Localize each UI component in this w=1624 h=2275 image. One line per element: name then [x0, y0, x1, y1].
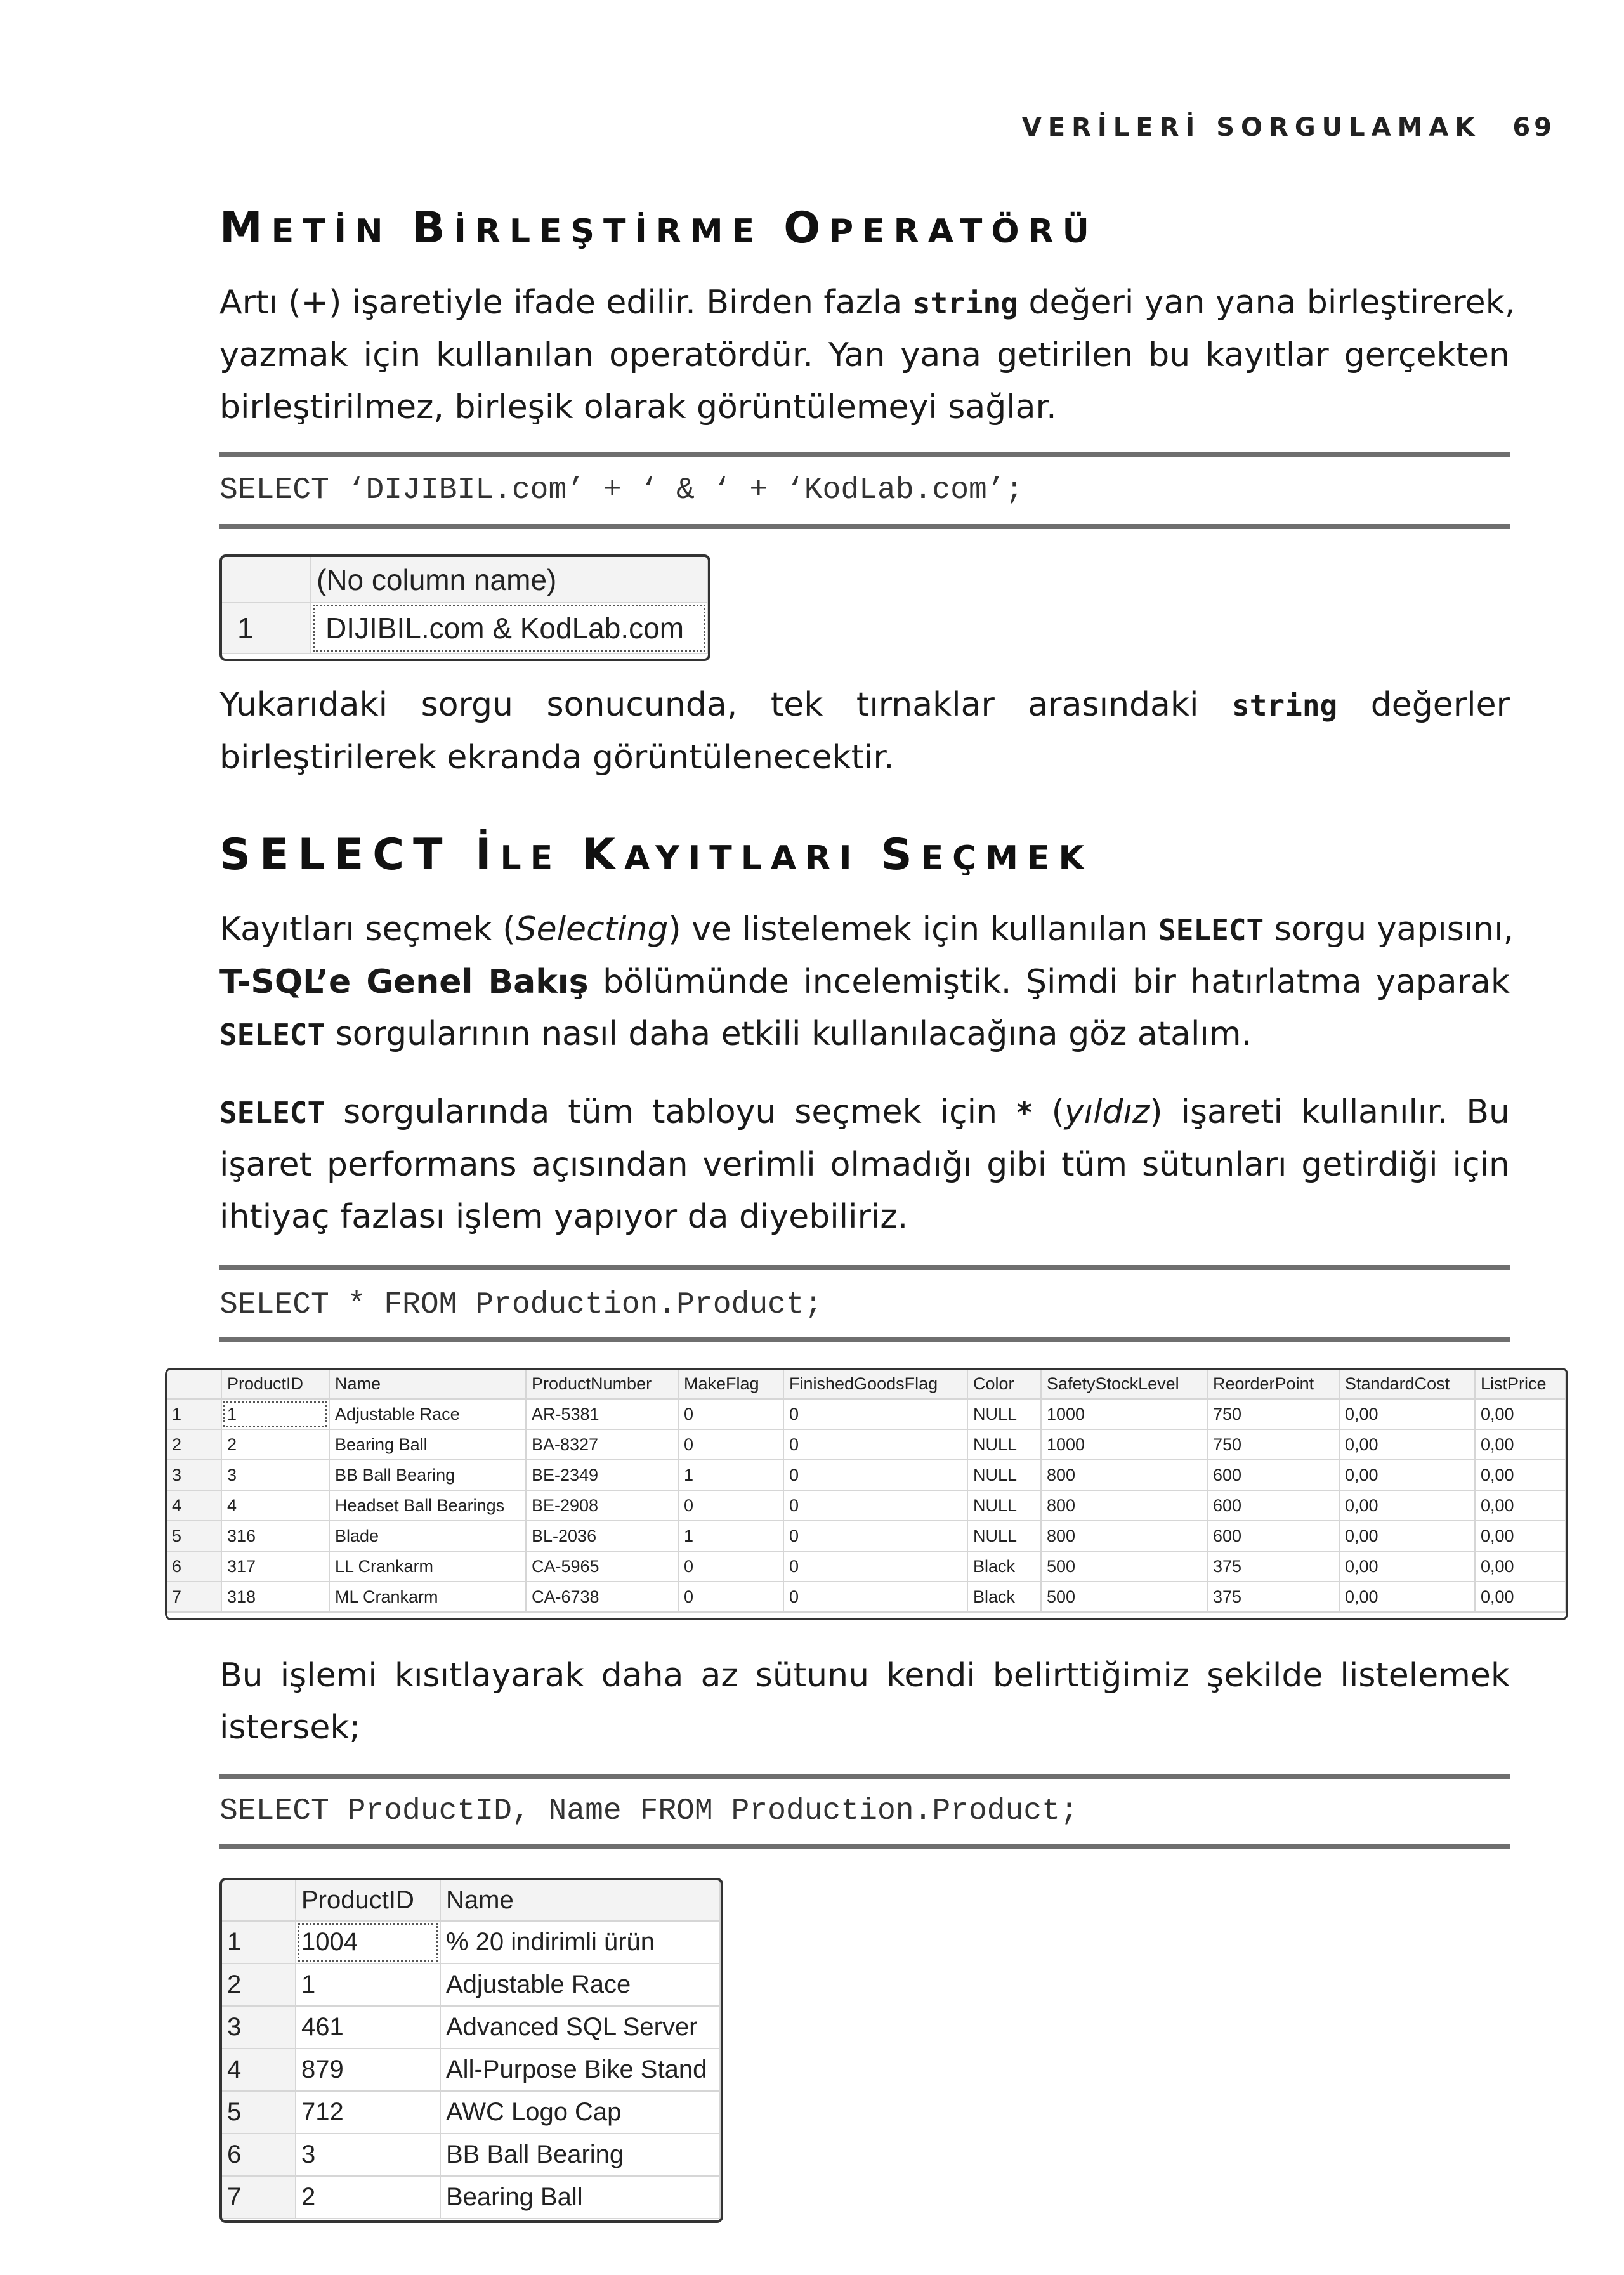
- cell: 0,00: [1475, 1551, 1566, 1582]
- text-line: Bu işlemi kısıtlayarak daha az sütunu kendi belirttiğimiz şekilde listelemek: [219, 1656, 1510, 1695]
- cell: 3: [221, 1460, 329, 1490]
- cell: 3: [296, 2134, 440, 2176]
- heading-part: B: [412, 203, 454, 253]
- cell: LL Crankarm: [329, 1551, 526, 1582]
- cell: 0,00: [1339, 1490, 1475, 1521]
- cell: 1: [221, 1399, 329, 1429]
- cell: 0: [678, 1582, 783, 1612]
- table-row: [167, 1429, 1566, 1460]
- cell: 500: [1041, 1551, 1207, 1582]
- cell: 0: [783, 1399, 967, 1429]
- cell: 0,00: [1475, 1429, 1566, 1460]
- cell: 600: [1207, 1460, 1339, 1490]
- cell: 1000: [1041, 1429, 1207, 1460]
- table-row: [222, 2049, 720, 2091]
- row-number: 3: [167, 1460, 221, 1490]
- cell: 317: [221, 1551, 329, 1582]
- cell: Adjustable Race: [440, 1964, 720, 2006]
- heading-part: O: [783, 203, 830, 253]
- heading-part: S: [881, 830, 921, 880]
- cell: 0,00: [1339, 1551, 1475, 1582]
- paragraph: [219, 679, 1510, 783]
- row-number: 4: [167, 1490, 221, 1521]
- table-row: [222, 2134, 720, 2176]
- column-header: (No column name): [311, 557, 707, 603]
- cell: CA-5965: [526, 1551, 678, 1582]
- cell: 0,00: [1339, 1429, 1475, 1460]
- text-line: [219, 277, 1516, 329]
- cell: 800: [1041, 1460, 1207, 1490]
- cell: 800: [1041, 1521, 1207, 1551]
- inline-code: SELECT: [219, 1018, 325, 1052]
- paragraph: [219, 1649, 1510, 1754]
- text-line: ihtiyaç fazlası işlem yapıyor da diyebiliriz.: [219, 1198, 908, 1236]
- cell: 316: [221, 1521, 329, 1551]
- cell: AWC Logo Cap: [440, 2091, 720, 2134]
- text: Artı (+) işaretiyle ifade edilir. Birden fazla: [219, 284, 913, 322]
- cell: ML Crankarm: [329, 1582, 526, 1612]
- cell: BB Ball Bearing: [329, 1460, 526, 1490]
- cell: 0: [678, 1490, 783, 1521]
- text-line: istersek;: [219, 1708, 361, 1747]
- text-line: birleştirilerek ekranda görüntülenecektir.: [219, 738, 894, 777]
- cell: BA-8327: [526, 1429, 678, 1460]
- cell: 0,00: [1475, 1582, 1566, 1612]
- cell: 0: [783, 1460, 967, 1490]
- cell: DIJIBIL.com & KodLab.com: [311, 603, 707, 653]
- cell: NULL: [967, 1429, 1041, 1460]
- cell: 0: [783, 1551, 967, 1582]
- row-number: 2: [222, 1964, 296, 2006]
- row-number: 7: [222, 2176, 296, 2219]
- cell: 375: [1207, 1551, 1339, 1582]
- cell: % 20 indirimli ürün: [440, 1921, 720, 1964]
- text: bölümünde incelemiştik. Şimdi bir hatırlatma yaparak: [588, 963, 1510, 1001]
- inline-code: *: [1015, 1096, 1033, 1130]
- chapter-title: VERİLERİ SORGULAMAK: [1021, 113, 1481, 142]
- table-row: [167, 1521, 1566, 1551]
- column-header: ProductID: [221, 1370, 329, 1399]
- text-line: [219, 679, 1510, 731]
- cell: 1000: [1041, 1399, 1207, 1429]
- heading-part: EÇMEK: [920, 839, 1093, 877]
- table-row: [222, 2176, 720, 2219]
- cell: BB Ball Bearing: [440, 2134, 720, 2176]
- cell: Black: [967, 1551, 1041, 1582]
- column-header: Name: [440, 1880, 720, 1921]
- code-sample-concat: SELECT ‘DIJIBIL.com’ + ‘ & ‘ + ‘KodLab.com’;: [219, 473, 1024, 508]
- heading-part: LE: [500, 839, 582, 877]
- paragraph: [219, 903, 1514, 1061]
- cell: Black: [967, 1582, 1041, 1612]
- code-divider: [219, 1774, 1510, 1779]
- heading-part: K: [582, 830, 624, 880]
- cell: Bearing Ball: [440, 2176, 720, 2219]
- code-sample-select-all: SELECT * FROM Production.Product;: [219, 1288, 823, 1322]
- text-line: [219, 956, 1510, 1008]
- table-row: [167, 1582, 1566, 1612]
- cell: BE-2349: [526, 1460, 678, 1490]
- cell: All-Purpose Bike Stand: [440, 2049, 720, 2091]
- cell: Advanced SQL Server: [440, 2006, 720, 2049]
- heading-part: İRLEŞTİRME: [454, 213, 784, 251]
- cell: 0,00: [1339, 1582, 1475, 1612]
- row-number: 2: [167, 1429, 221, 1460]
- cell: 0: [783, 1521, 967, 1551]
- text: sorgularında tüm tabloyu seçmek için: [325, 1093, 1016, 1131]
- inline-code: string: [1232, 688, 1338, 723]
- text-line: işaret performans açısından verimli olmadığı gibi tüm sütunları getirdiği için: [219, 1146, 1510, 1184]
- code-divider: [219, 1265, 1510, 1270]
- paragraph: [219, 277, 1516, 433]
- text: değerler: [1337, 686, 1510, 724]
- column-header: StandardCost: [1339, 1370, 1475, 1399]
- section-heading-concat: [219, 203, 1098, 253]
- cell: 879: [296, 2049, 440, 2091]
- cell: 0,00: [1339, 1399, 1475, 1429]
- grid-corner: [222, 557, 311, 603]
- table-row: [222, 2091, 720, 2134]
- table-row: [167, 1490, 1566, 1521]
- text-line: yazmak için kullanılan operatördür. Yan yana getirilen bu kayıtlar gerçekten: [219, 336, 1510, 374]
- cell: 712: [296, 2091, 440, 2134]
- heading-part: PERATÖRÜ: [829, 213, 1098, 251]
- text-line: [219, 1086, 1510, 1139]
- cell: CA-6738: [526, 1582, 678, 1612]
- cell: NULL: [967, 1521, 1041, 1551]
- result-grid-products: [165, 1368, 1568, 1620]
- running-header: [1022, 113, 1555, 142]
- text: Kayıtları seçmek (: [219, 910, 516, 948]
- column-header: ProductNumber: [526, 1370, 678, 1399]
- cell: 750: [1207, 1429, 1339, 1460]
- cell: BL-2036: [526, 1521, 678, 1551]
- cell: Headset Ball Bearings: [329, 1490, 526, 1521]
- cell: 1: [678, 1521, 783, 1551]
- row-number: 1: [222, 1921, 296, 1964]
- text: ) işareti kullanılır. Bu: [1149, 1093, 1510, 1131]
- column-header: ReorderPoint: [1207, 1370, 1339, 1399]
- heading-part: SELECT: [219, 830, 476, 880]
- cell: 0,00: [1339, 1460, 1475, 1490]
- row-number: 6: [167, 1551, 221, 1582]
- table-row: [167, 1399, 1566, 1429]
- inline-code: SELECT: [219, 1096, 325, 1130]
- code-divider: [219, 1844, 1510, 1849]
- cell: 0: [678, 1429, 783, 1460]
- cell: 0: [783, 1582, 967, 1612]
- cell: 0,00: [1339, 1521, 1475, 1551]
- code-divider: [219, 452, 1510, 457]
- column-header: ProductID: [296, 1880, 440, 1921]
- code-sample-select-columns: SELECT ProductID, Name FROM Production.Product;: [219, 1794, 1078, 1828]
- cell: 4: [221, 1490, 329, 1521]
- column-header: MakeFlag: [678, 1370, 783, 1399]
- code-divider: [219, 1337, 1510, 1342]
- row-number: 5: [222, 2091, 296, 2134]
- cell: 0,00: [1475, 1399, 1566, 1429]
- table-row: [167, 1551, 1566, 1582]
- section-heading-select: [219, 830, 1093, 880]
- heading-part: AYITLARI: [624, 839, 881, 877]
- column-header: FinishedGoodsFlag: [783, 1370, 967, 1399]
- cell: 0: [678, 1551, 783, 1582]
- italic-text: Selecting: [515, 910, 669, 948]
- heading-part: ETİN: [271, 213, 412, 251]
- cell: 500: [1041, 1582, 1207, 1612]
- cell: Adjustable Race: [329, 1399, 526, 1429]
- cell: 375: [1207, 1582, 1339, 1612]
- table-row: [167, 1460, 1566, 1490]
- cell: 800: [1041, 1490, 1207, 1521]
- cell: 461: [296, 2006, 440, 2049]
- text: değeri yan yana birleştirerek,: [1018, 284, 1516, 322]
- cell: 2: [296, 2176, 440, 2219]
- row-number: 1: [167, 1399, 221, 1429]
- row-number: 7: [167, 1582, 221, 1612]
- row-number: 5: [167, 1521, 221, 1551]
- heading-part: M: [219, 203, 272, 253]
- grid-corner: [222, 1880, 296, 1921]
- cell: 0,00: [1475, 1490, 1566, 1521]
- cell: 0,00: [1475, 1460, 1566, 1490]
- text-line: birleştirilmez, birleşik olarak görüntülemeyi sağlar.: [219, 388, 1057, 426]
- cell: 1: [678, 1460, 783, 1490]
- result-grid-concat: [219, 554, 710, 661]
- italic-text: yıldız: [1064, 1093, 1150, 1131]
- text: Yukarıdaki sorgu sonucunda, tek tırnaklar arasındaki: [219, 686, 1233, 724]
- cell: NULL: [967, 1460, 1041, 1490]
- paragraph: [219, 1086, 1510, 1243]
- row-number: 6: [222, 2134, 296, 2176]
- table-row: [222, 1921, 720, 1964]
- cell: NULL: [967, 1399, 1041, 1429]
- heading-part: İ: [475, 830, 501, 880]
- row-number: 4: [222, 2049, 296, 2091]
- cell: 1004: [296, 1921, 440, 1964]
- cell: 600: [1207, 1490, 1339, 1521]
- row-number: 1: [222, 603, 311, 653]
- cell: BE-2908: [526, 1490, 678, 1521]
- column-header: Color: [967, 1370, 1041, 1399]
- result-grid-id-name: [219, 1878, 723, 2223]
- table-row: [222, 1964, 720, 2006]
- bold-text: T-SQL’e Genel Bakış: [219, 963, 589, 1001]
- text-line: [219, 903, 1514, 956]
- cell: 0: [678, 1399, 783, 1429]
- inline-code: string: [912, 286, 1018, 320]
- cell: 1: [296, 1964, 440, 2006]
- cell: Bearing Ball: [329, 1429, 526, 1460]
- text: sorgu yapısını,: [1264, 910, 1514, 948]
- cell: 750: [1207, 1399, 1339, 1429]
- cell: 600: [1207, 1521, 1339, 1551]
- cell: 0,00: [1475, 1521, 1566, 1551]
- text-line: [219, 1008, 1510, 1061]
- text: ) ve listelemek için kullanılan: [668, 910, 1159, 948]
- code-divider: [219, 524, 1510, 529]
- row-number: 3: [222, 2006, 296, 2049]
- cell: NULL: [967, 1490, 1041, 1521]
- cell: 2: [221, 1429, 329, 1460]
- inline-code: SELECT: [1158, 913, 1264, 947]
- column-header: Name: [329, 1370, 526, 1399]
- text: (: [1033, 1093, 1064, 1131]
- cell: 0: [783, 1490, 967, 1521]
- cell: Blade: [329, 1521, 526, 1551]
- text: sorgularının nasıl daha etkili kullanılacağına göz atalım.: [325, 1015, 1252, 1053]
- table-row: [222, 2006, 720, 2049]
- cell: AR-5381: [526, 1399, 678, 1429]
- column-header: ListPrice: [1475, 1370, 1566, 1399]
- cell: 0: [783, 1429, 967, 1460]
- page-number: 69: [1512, 113, 1555, 142]
- column-header: SafetyStockLevel: [1041, 1370, 1207, 1399]
- cell: 318: [221, 1582, 329, 1612]
- grid-corner: [167, 1370, 221, 1399]
